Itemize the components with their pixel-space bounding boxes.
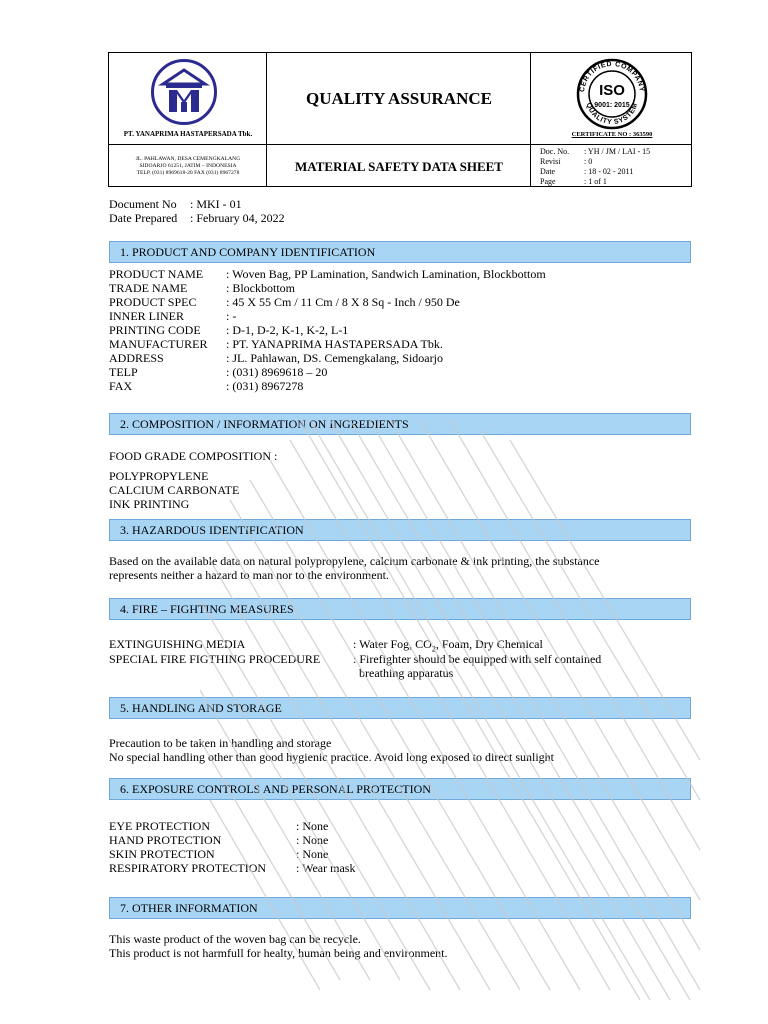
- product-value: : 45 X 55 Cm / 11 Cm / 8 X 8 Sq - Inch / 950 De: [226, 295, 460, 309]
- document-subtitle: MATERIAL SAFETY DATA SHEET: [295, 158, 503, 174]
- iso-standard: 9001: 2015: [594, 102, 630, 109]
- company-logo: [109, 53, 267, 145]
- company-name: PT. YANAPRIMA HASTAPERSADA Tbk.: [123, 130, 253, 138]
- product-label: PRODUCT SPEC: [109, 295, 197, 309]
- doc-info-value: : 18 - 02 - 2011: [584, 167, 634, 176]
- address-line: JL. PAHLAWAN, DESA CEMENGKALANG: [135, 156, 241, 163]
- handling-text: Precaution to be taken in handling and storage: [109, 736, 332, 750]
- section-header-6: 6. EXPOSURE CONTROLS AND PERSONAL PROTECTION: [109, 778, 691, 800]
- doc-info: [540, 147, 650, 187]
- exposure-label: RESPIRATORY PROTECTION: [109, 861, 267, 875]
- composition-heading: FOOD GRADE COMPOSITION :: [109, 449, 278, 463]
- section-header-7: 7. OTHER INFORMATION: [109, 897, 691, 919]
- exposure-row: [0, 847, 768, 861]
- product-label: FAX: [109, 379, 133, 393]
- doc-info-value: : 0: [584, 157, 593, 166]
- section-header-3: 3. HAZARDOUS IDENTIFICATION: [109, 519, 691, 541]
- extinguishing-media-label: EXTINGUISHING MEDIA: [109, 637, 246, 651]
- document-no-label: Document No: [109, 197, 177, 211]
- handling-text: No special handling other than good hygienic practice. Avoid long exposed to direct sunlight: [109, 750, 555, 764]
- fire-procedure-value: : Firefighter should be equipped with self contained: [353, 652, 602, 666]
- address-line: TELP. (031) 8969618-20 FAX (031) 8967278: [136, 169, 240, 176]
- product-value: : Blockbottom: [226, 281, 295, 295]
- fire-procedure-label: SPECIAL FIRE FIGTHING PROCEDURE: [109, 652, 321, 666]
- section-header-4: 4. FIRE – FIGHTING MEASURES: [109, 598, 691, 620]
- product-label: MANUFACTURER: [109, 337, 208, 351]
- product-label: TRADE NAME: [109, 281, 188, 295]
- fire-procedure-value: breathing apparatus: [359, 666, 454, 680]
- product-label: TELP: [109, 365, 138, 379]
- product-row: [0, 379, 768, 393]
- doc-info-label: Revisi: [540, 157, 561, 166]
- composition-item: POLYPROPYLENE: [109, 469, 209, 483]
- section-header-5: 5. HANDLING AND STORAGE: [109, 697, 691, 719]
- date-prepared-row: [0, 211, 768, 225]
- exposure-row: [0, 833, 768, 847]
- fire-procedure-row: [0, 652, 768, 666]
- certificate-number: CERTIFICATE NO : 363590: [571, 131, 653, 138]
- document-no-row: [0, 197, 768, 211]
- fire-procedure-row-2: [0, 666, 768, 680]
- exposure-row: [0, 861, 768, 875]
- extinguishing-media-row: [0, 637, 768, 654]
- iso-mark: ISO: [599, 82, 625, 99]
- other-info-text: This product is not harmfull for healty, human being and environment.: [109, 946, 448, 960]
- product-value: : (031) 8969618 – 20: [226, 365, 328, 379]
- product-row: [0, 281, 768, 295]
- product-value: : -: [226, 309, 237, 323]
- exposure-value: : None: [296, 819, 329, 833]
- iso-badge: [531, 53, 693, 145]
- product-label: ADDRESS: [109, 351, 164, 365]
- product-row: [0, 365, 768, 379]
- page-title: QUALITY ASSURANCE: [306, 89, 492, 108]
- composition-item: CALCIUM CARBONATE: [109, 483, 240, 497]
- other-info-text: This waste product of the woven bag can be recycle.: [109, 932, 361, 946]
- document-no-value: : MKI - 01: [190, 197, 242, 211]
- exposure-label: EYE PROTECTION: [109, 819, 210, 833]
- composition-item: INK PRINTING: [109, 497, 190, 511]
- iso-seal-icon: [531, 53, 693, 133]
- product-row: [0, 295, 768, 309]
- product-row: [0, 267, 768, 281]
- doc-info-label: Date: [540, 167, 556, 176]
- product-row: [0, 337, 768, 351]
- company-address: [109, 145, 267, 188]
- product-row: [0, 323, 768, 337]
- extinguishing-media-value: : Water Fog, $CO_2$, Foam, Dry Chemical: [353, 637, 543, 654]
- product-row: [0, 351, 768, 365]
- exposure-value: : Wear mask: [296, 861, 356, 875]
- exposure-value: : None: [296, 833, 329, 847]
- doc-info-label: Doc. No.: [540, 147, 570, 156]
- iso-bottom-text: QUALITY SYSTEM: [584, 102, 640, 127]
- section-header-1: 1. PRODUCT AND COMPANY IDENTIFICATION: [109, 241, 691, 263]
- product-label: INNER LINER: [109, 309, 184, 323]
- product-row: [0, 309, 768, 323]
- product-value: : JL. Pahlawan, DS. Cemengkalang, Sidoarjo: [226, 351, 443, 365]
- section-header-2: 2. COMPOSITION / INFORMATION ON INGREDIENTS: [109, 413, 691, 435]
- doc-info-value: : 1 of 1: [584, 177, 607, 186]
- hazard-text: Based on the available data on natural polypropylene, calcium carbonate & ink printing, the substance: [109, 554, 600, 568]
- product-value: : Woven Bag, PP Lamination, Sandwich Lamination, Blockbottom: [226, 267, 546, 281]
- product-label: PRINTING CODE: [109, 323, 201, 337]
- product-value: : (031) 8967278: [226, 379, 304, 393]
- exposure-value: : None: [296, 847, 329, 861]
- product-label: PRODUCT NAME: [109, 267, 204, 281]
- exposure-label: HAND PROTECTION: [109, 833, 222, 847]
- product-value: : PT. YANAPRIMA HASTAPERSADA Tbk.: [226, 337, 443, 351]
- iso-top-text: CERTIFIED COMPANY: [578, 60, 646, 93]
- date-prepared-label: Date Prepared: [109, 211, 178, 225]
- doc-info-value: : YH / JM / LAI - 15: [584, 147, 651, 156]
- address-line: SIDOARJO 61251, JATIM – INDONESIA: [139, 163, 237, 170]
- doc-info-label: Page: [540, 177, 556, 186]
- exposure-row: [0, 819, 768, 833]
- hazard-text: represents neither a hazard to man nor to the environment.: [109, 568, 389, 582]
- date-prepared-value: : February 04, 2022: [190, 211, 285, 225]
- logo-icon: [151, 59, 217, 125]
- exposure-label: SKIN PROTECTION: [109, 847, 215, 861]
- product-value: : D-1, D-2, K-1, K-2, L-1: [226, 323, 349, 337]
